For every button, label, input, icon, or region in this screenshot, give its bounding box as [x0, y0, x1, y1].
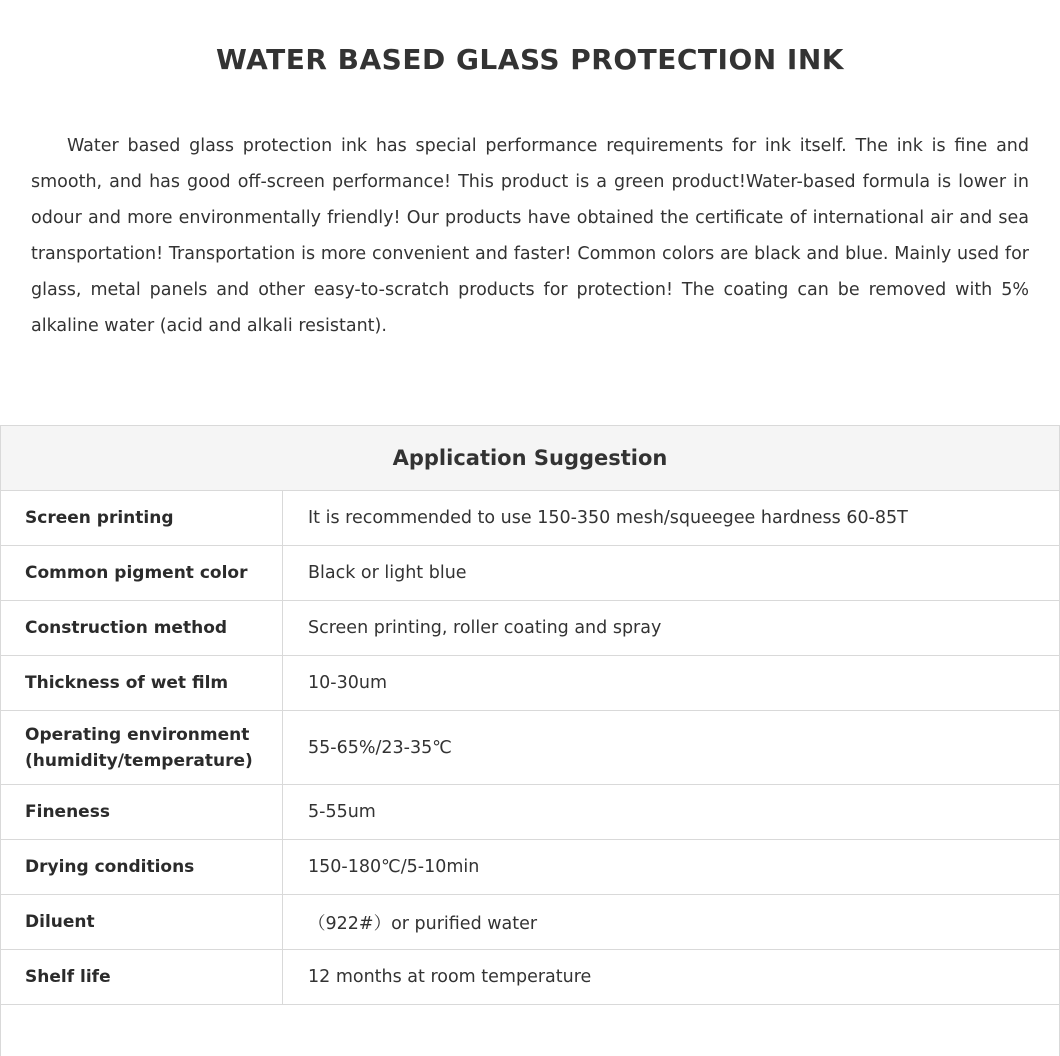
row-value: It is recommended to use 150-350 mesh/squeegee hardness 60-85T	[308, 508, 908, 528]
row-value: 5-55um	[308, 802, 376, 822]
application-table	[0, 425, 1060, 1056]
row-label: Shelf life	[1, 950, 283, 1004]
table-row	[1, 711, 1059, 785]
row-label: Construction method	[1, 601, 283, 655]
table-row	[1, 785, 1059, 840]
row-label: Operating environment (humidity/temperature)	[1, 711, 283, 784]
row-label: Common pigment color	[1, 546, 283, 600]
table-row	[1, 950, 1059, 1005]
table-row	[1, 546, 1059, 601]
row-label: Drying conditions	[1, 840, 283, 894]
row-value: Screen printing, roller coating and spray	[308, 618, 662, 638]
row-value: Black or light blue	[308, 563, 467, 583]
intro-paragraph: Water based glass protection ink has special performance requirements for ink itself. The ink is fine and smooth, and has good off-screen performance! This product is a green product!Water-based formula is lower in odour and more environmentally friendly! Our products have obtained the certificate of international air and sea transportation! Transportation is more convenient and faster! Common colors are black and blue. Mainly used for glass, metal panels and other easy-to-scratch products for protection! The coating can be removed with 5% alkaline water (acid and alkali resistant).	[31, 136, 1029, 336]
table-row	[1, 491, 1059, 546]
table-row	[1, 656, 1059, 711]
row-label: Diluent	[1, 895, 283, 949]
table-row	[1, 895, 1059, 950]
row-value: 12 months at room temperature	[308, 967, 592, 987]
row-value: 10-30um	[308, 673, 387, 693]
table-row	[1, 840, 1059, 895]
row-label: Screen printing	[1, 491, 283, 545]
table-heading: Application Suggestion	[1, 426, 1059, 491]
page-title: WATER BASED GLASS PROTECTION INK	[216, 43, 844, 76]
row-label: Fineness	[1, 785, 283, 839]
title-wrap	[0, 40, 1060, 80]
row-value: 55-65%/23-35℃	[308, 737, 452, 758]
row-value: 150-180℃/5-10min	[308, 857, 480, 877]
table-row	[1, 601, 1059, 656]
row-label: Thickness of wet film	[1, 656, 283, 710]
row-value: （922#）or purified water	[308, 913, 538, 934]
